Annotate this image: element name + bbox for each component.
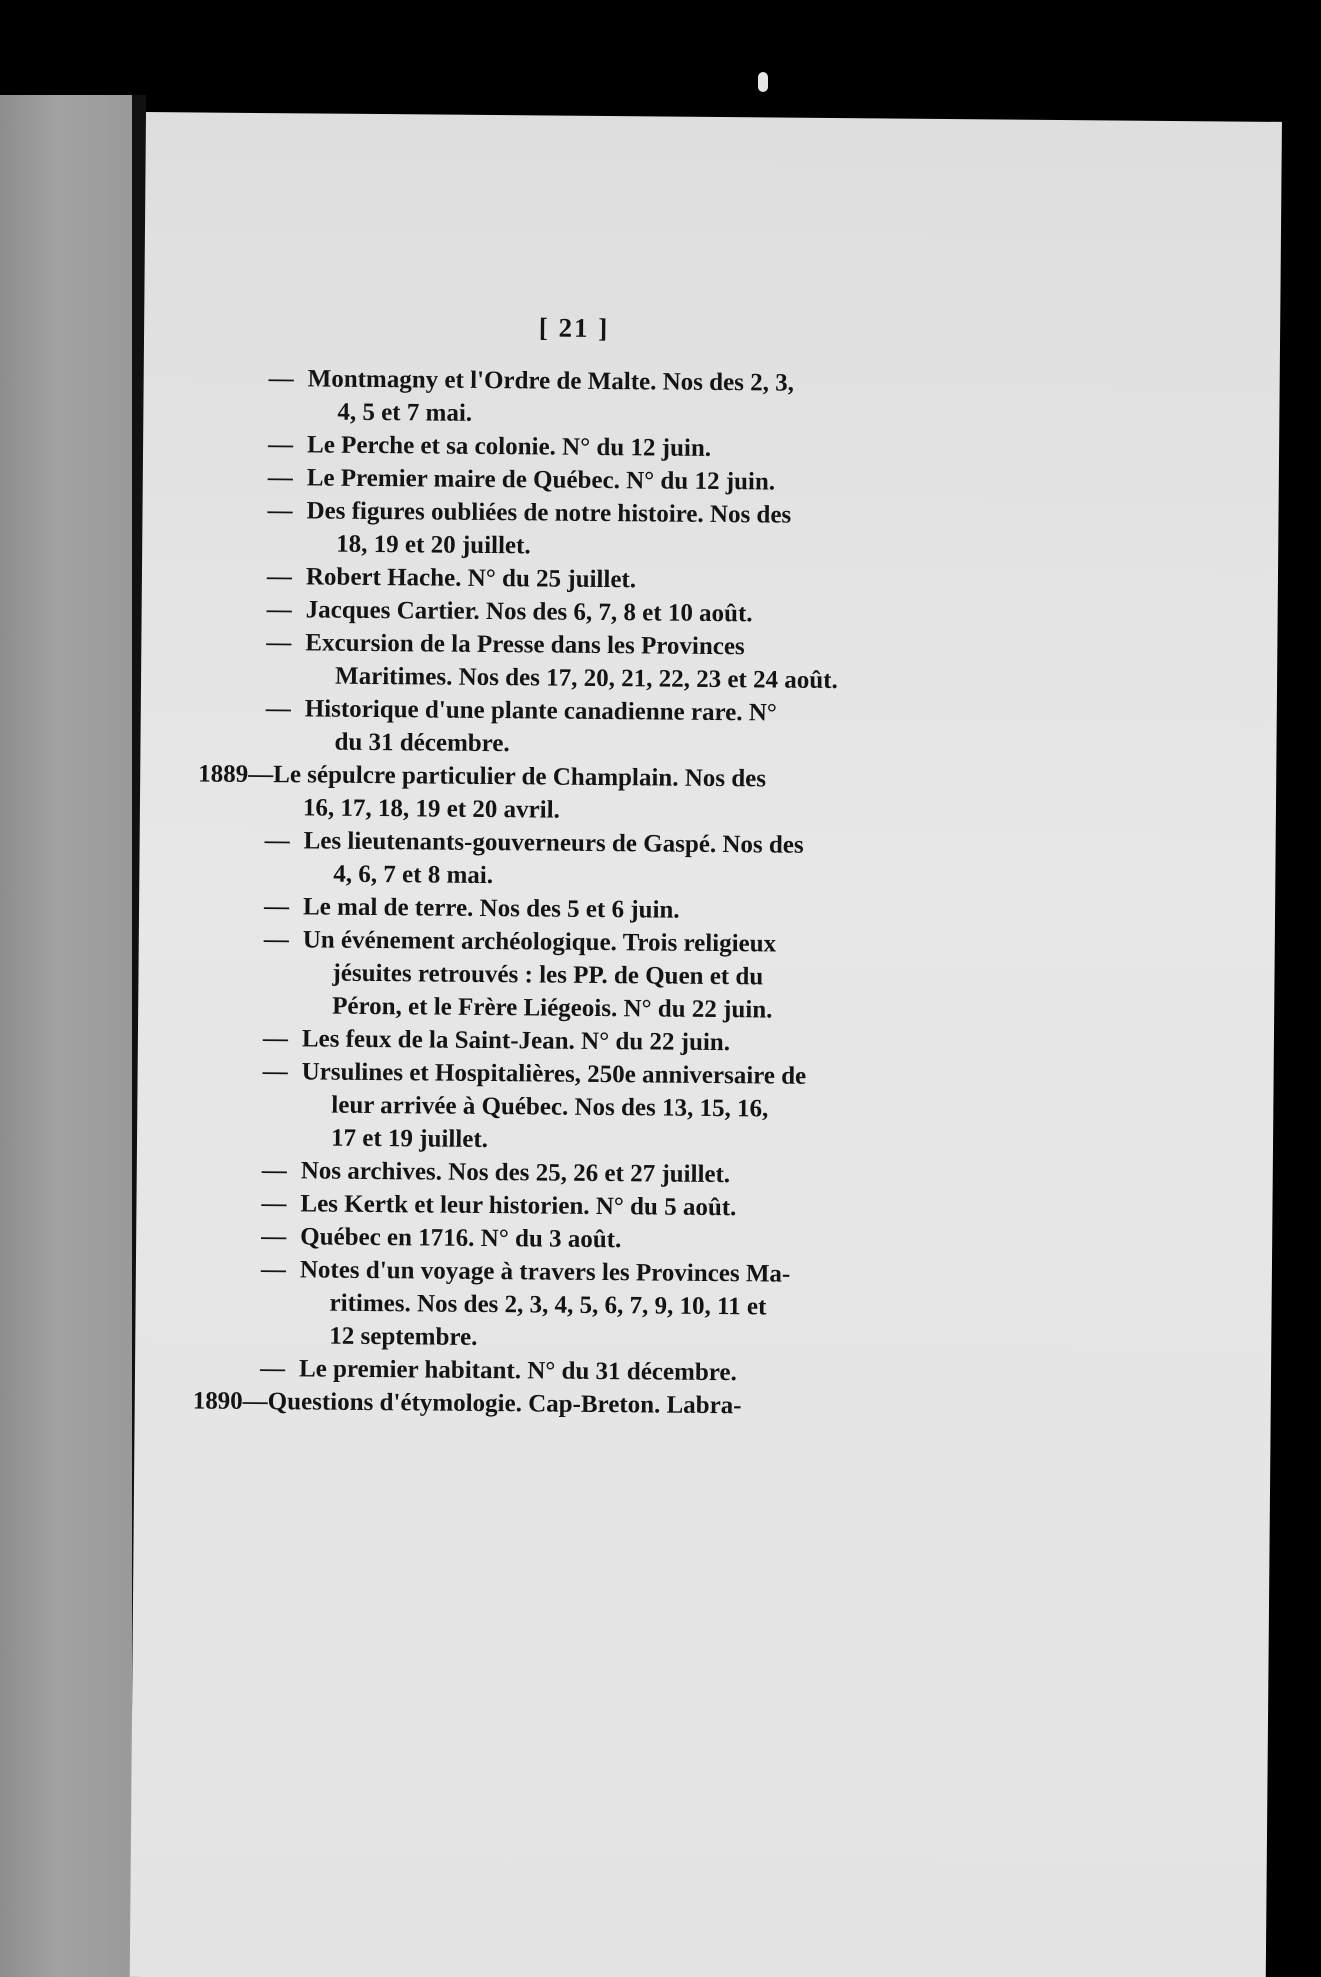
entry-marker: — bbox=[263, 893, 290, 921]
entry-first-line: Le Premier maire de Québec. N° du 12 juin. bbox=[306, 464, 776, 496]
entry-continuation-line: Maritimes. Nos des 17, 20, 21, 22, 23 et 24 août. bbox=[334, 662, 838, 695]
entry-first-line: Ursulines et Hospitalières, 250e anniversaire de bbox=[301, 1058, 807, 1090]
entry-continuation-line: du 31 décembre. bbox=[334, 728, 510, 758]
entry-first-line: Un événement archéologique. Trois religieux bbox=[302, 926, 777, 958]
page-number: [ 21 ] bbox=[538, 312, 610, 344]
entry-first-line: Robert Hache. N° du 25 juillet. bbox=[305, 563, 637, 594]
entry-marker: — bbox=[266, 563, 293, 591]
entry-text bbox=[303, 824, 1100, 897]
entry-marker: 1889— bbox=[198, 760, 274, 789]
entry-text bbox=[301, 1055, 1098, 1161]
entry-continuation-line: 4, 5 et 7 mai. bbox=[337, 398, 473, 427]
list-item bbox=[219, 824, 1100, 898]
entry-continuation-line: leur arrivée à Québec. Nos des 13, 15, 16, bbox=[331, 1091, 769, 1123]
entry-first-line: Le Perche et sa colonie. N° du 12 juin. bbox=[306, 431, 712, 462]
entry-first-line: Questions d'étymologie. Cap-Breton. Labra- bbox=[267, 1388, 742, 1420]
entry-first-line: Les Kertk et leur historien. N° du 5 août. bbox=[300, 1190, 737, 1222]
list-item bbox=[192, 1385, 1095, 1426]
entry-marker: — bbox=[266, 596, 292, 624]
list-item bbox=[215, 1253, 1096, 1360]
list-item bbox=[222, 494, 1103, 568]
entry-continuation-line: ritimes. Nos des 2, 3, 4, 5, 6, 7, 9, 10, 11 et bbox=[329, 1289, 767, 1321]
document-page bbox=[130, 112, 1282, 1977]
entry-marker: — bbox=[261, 1190, 287, 1218]
entry-marker: — bbox=[259, 1355, 286, 1383]
entry-continuation-line: Péron, et le Frère Liégeois. N° du 22 juin. bbox=[332, 992, 773, 1024]
list-item bbox=[218, 923, 1099, 1030]
entry-first-line: Le sépulcre particulier de Champlain. Nos des bbox=[273, 761, 767, 793]
entry-text bbox=[299, 1253, 1096, 1359]
entry-marker: — bbox=[267, 497, 293, 525]
entry-continuation-line: 17 et 19 juillet. bbox=[330, 1124, 489, 1154]
entry-marker: — bbox=[268, 365, 294, 393]
entry-continuation-line: 16, 17, 18, 19 et 20 avril. bbox=[302, 794, 560, 824]
list-item bbox=[220, 692, 1101, 766]
adjacent-page-edge bbox=[0, 95, 132, 1977]
entry-marker: — bbox=[267, 431, 294, 459]
entry-first-line: Des figures oubliées de notre histoire. Nos des bbox=[306, 497, 792, 529]
entry-first-line: Excursion de la Presse dans les Provinces bbox=[305, 629, 745, 661]
entry-marker: — bbox=[261, 1223, 287, 1251]
entry-text bbox=[302, 923, 1099, 1029]
entry-continuation-line: 18, 19 et 20 juillet. bbox=[336, 530, 531, 560]
entry-marker: — bbox=[267, 464, 293, 492]
list-item bbox=[223, 362, 1104, 436]
entry-marker: — bbox=[260, 1256, 287, 1284]
entry-first-line: Les lieutenants-gouverneurs de Gaspé. Nos des bbox=[303, 827, 804, 859]
entry-text bbox=[305, 626, 1102, 699]
entry-marker: — bbox=[263, 926, 289, 954]
entry-marker: — bbox=[262, 1058, 288, 1086]
entry-first-line: Montmagny et l'Ordre de Malte. Nos des 2, 3, bbox=[307, 365, 795, 397]
entry-continuation-line: 4, 6, 7 et 8 mai. bbox=[333, 860, 494, 890]
page-text bbox=[192, 309, 1105, 1426]
entry-first-line: Jacques Cartier. Nos des 6, 7, 8 et 10 août. bbox=[305, 596, 753, 628]
entry-marker: — bbox=[261, 1157, 287, 1185]
entry-continuation-line: 12 septembre. bbox=[329, 1322, 478, 1351]
entry-continuation-line: jésuites retrouvés : les PP. de Quen et du bbox=[332, 959, 764, 991]
entry-text bbox=[268, 1385, 1095, 1425]
entry-first-line: Québec en 1716. N° du 3 août. bbox=[300, 1223, 622, 1254]
entry-text bbox=[304, 692, 1101, 765]
entry-marker: — bbox=[266, 629, 292, 657]
entry-marker: — bbox=[265, 695, 291, 723]
entry-text bbox=[307, 362, 1104, 435]
entry-first-line: Nos archives. Nos des 25, 26 et 27 juillet. bbox=[300, 1157, 731, 1189]
entry-marker: 1890— bbox=[192, 1387, 268, 1416]
list-item bbox=[198, 758, 1101, 832]
entry-first-line: Le mal de terre. Nos des 5 et 6 juin. bbox=[302, 893, 680, 924]
entry-first-line: Notes d'un voyage à travers les Provinces Ma- bbox=[299, 1256, 791, 1288]
entry-marker: — bbox=[262, 1025, 289, 1053]
entry-first-line: Historique d'une plante canadienne rare. N° bbox=[304, 695, 777, 727]
entry-first-line: Le premier habitant. N° du 31 décembre. bbox=[298, 1355, 737, 1387]
entry-text bbox=[306, 494, 1103, 567]
entry-list bbox=[192, 362, 1104, 1426]
scan-mark bbox=[758, 72, 768, 92]
entry-marker: — bbox=[264, 827, 290, 855]
entry-text bbox=[273, 758, 1101, 831]
list-item bbox=[217, 1055, 1098, 1162]
entry-first-line: Les feux de la Saint-Jean. N° du 22 juin. bbox=[301, 1025, 731, 1057]
list-item bbox=[221, 626, 1102, 700]
